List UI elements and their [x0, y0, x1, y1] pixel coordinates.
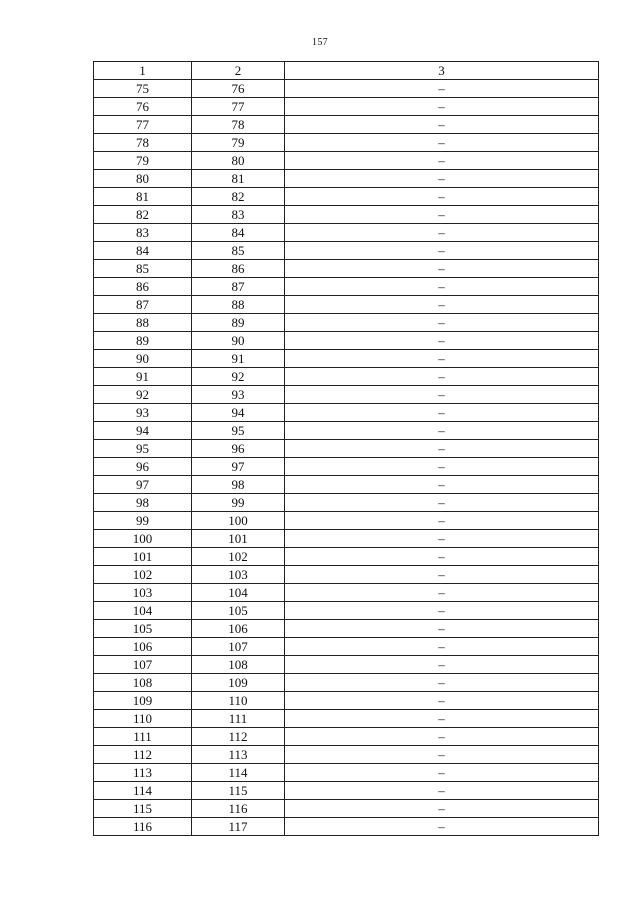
- column-header-2: 2: [192, 62, 285, 80]
- table-header: [94, 62, 599, 80]
- cell-col-2: 91: [192, 350, 285, 368]
- cell-col-3: –: [285, 332, 599, 350]
- cell-col-3: –: [285, 260, 599, 278]
- cell-col-3: –: [285, 602, 599, 620]
- cell-col-3: –: [285, 170, 599, 188]
- header-row: [94, 62, 599, 80]
- table-row: [94, 494, 599, 512]
- cell-col-3: –: [285, 710, 599, 728]
- table-row: [94, 350, 599, 368]
- cell-col-3: –: [285, 296, 599, 314]
- cell-col-1: 106: [94, 638, 192, 656]
- cell-col-2: 100: [192, 512, 285, 530]
- table-row: [94, 98, 599, 116]
- cell-col-2: 89: [192, 314, 285, 332]
- table-row: [94, 656, 599, 674]
- cell-col-1: 97: [94, 476, 192, 494]
- cell-col-1: 116: [94, 818, 192, 836]
- table-row: [94, 368, 599, 386]
- data-table: [93, 61, 599, 836]
- cell-col-2: 76: [192, 80, 285, 98]
- cell-col-3: –: [285, 800, 599, 818]
- table-row: [94, 296, 599, 314]
- cell-col-1: 89: [94, 332, 192, 350]
- cell-col-3: –: [285, 818, 599, 836]
- cell-col-1: 93: [94, 404, 192, 422]
- cell-col-3: –: [285, 782, 599, 800]
- table-row: [94, 404, 599, 422]
- cell-col-1: 81: [94, 188, 192, 206]
- cell-col-2: 117: [192, 818, 285, 836]
- page-number: 157: [312, 37, 328, 48]
- cell-col-1: 107: [94, 656, 192, 674]
- table-row: [94, 134, 599, 152]
- table-row: [94, 746, 599, 764]
- cell-col-3: –: [285, 458, 599, 476]
- cell-col-3: –: [285, 728, 599, 746]
- table-row: [94, 332, 599, 350]
- cell-col-1: 80: [94, 170, 192, 188]
- table-row: [94, 206, 599, 224]
- cell-col-3: –: [285, 116, 599, 134]
- cell-col-1: 95: [94, 440, 192, 458]
- cell-col-3: –: [285, 656, 599, 674]
- cell-col-3: –: [285, 476, 599, 494]
- table-row: [94, 512, 599, 530]
- cell-col-1: 83: [94, 224, 192, 242]
- table-row: [94, 530, 599, 548]
- cell-col-2: 92: [192, 368, 285, 386]
- cell-col-1: 86: [94, 278, 192, 296]
- cell-col-3: –: [285, 278, 599, 296]
- table-row: [94, 800, 599, 818]
- cell-col-3: –: [285, 674, 599, 692]
- cell-col-2: 97: [192, 458, 285, 476]
- table-row: [94, 620, 599, 638]
- cell-col-2: 90: [192, 332, 285, 350]
- cell-col-1: 84: [94, 242, 192, 260]
- cell-col-3: –: [285, 350, 599, 368]
- cell-col-2: 108: [192, 656, 285, 674]
- cell-col-1: 100: [94, 530, 192, 548]
- cell-col-1: 102: [94, 566, 192, 584]
- table-row: [94, 584, 599, 602]
- cell-col-3: –: [285, 512, 599, 530]
- table-row: [94, 476, 599, 494]
- cell-col-2: 80: [192, 152, 285, 170]
- table-row: [94, 386, 599, 404]
- cell-col-3: –: [285, 404, 599, 422]
- cell-col-2: 95: [192, 422, 285, 440]
- cell-col-2: 82: [192, 188, 285, 206]
- table-row: [94, 80, 599, 98]
- cell-col-2: 98: [192, 476, 285, 494]
- cell-col-3: –: [285, 206, 599, 224]
- cell-col-3: –: [285, 314, 599, 332]
- cell-col-3: –: [285, 386, 599, 404]
- table-row: [94, 566, 599, 584]
- cell-col-1: 82: [94, 206, 192, 224]
- cell-col-3: –: [285, 494, 599, 512]
- cell-col-3: –: [285, 440, 599, 458]
- cell-col-2: 93: [192, 386, 285, 404]
- table-row: [94, 224, 599, 242]
- cell-col-1: 99: [94, 512, 192, 530]
- table-row: [94, 440, 599, 458]
- cell-col-1: 92: [94, 386, 192, 404]
- table-row: [94, 260, 599, 278]
- cell-col-3: –: [285, 584, 599, 602]
- cell-col-1: 90: [94, 350, 192, 368]
- cell-col-2: 88: [192, 296, 285, 314]
- cell-col-1: 96: [94, 458, 192, 476]
- cell-col-2: 112: [192, 728, 285, 746]
- table-row: [94, 188, 599, 206]
- table-row: [94, 152, 599, 170]
- cell-col-3: –: [285, 530, 599, 548]
- cell-col-3: –: [285, 152, 599, 170]
- cell-col-2: 113: [192, 746, 285, 764]
- cell-col-3: –: [285, 80, 599, 98]
- cell-col-1: 104: [94, 602, 192, 620]
- cell-col-2: 115: [192, 782, 285, 800]
- table-row: [94, 710, 599, 728]
- cell-col-1: 111: [94, 728, 192, 746]
- cell-col-1: 98: [94, 494, 192, 512]
- cell-col-1: 94: [94, 422, 192, 440]
- table-row: [94, 116, 599, 134]
- cell-col-2: 107: [192, 638, 285, 656]
- cell-col-3: –: [285, 638, 599, 656]
- cell-col-2: 83: [192, 206, 285, 224]
- cell-col-2: 116: [192, 800, 285, 818]
- cell-col-1: 77: [94, 116, 192, 134]
- table-row: [94, 728, 599, 746]
- table-row: [94, 782, 599, 800]
- cell-col-2: 99: [192, 494, 285, 512]
- table-row: [94, 818, 599, 836]
- cell-col-2: 114: [192, 764, 285, 782]
- cell-col-2: 103: [192, 566, 285, 584]
- table-row: [94, 314, 599, 332]
- table-body: [94, 80, 599, 836]
- cell-col-2: 78: [192, 116, 285, 134]
- cell-col-3: –: [285, 242, 599, 260]
- cell-col-1: 91: [94, 368, 192, 386]
- cell-col-1: 103: [94, 584, 192, 602]
- cell-col-3: –: [285, 188, 599, 206]
- table-row: [94, 692, 599, 710]
- cell-col-3: –: [285, 422, 599, 440]
- cell-col-2: 81: [192, 170, 285, 188]
- cell-col-2: 110: [192, 692, 285, 710]
- cell-col-3: –: [285, 566, 599, 584]
- cell-col-2: 101: [192, 530, 285, 548]
- cell-col-1: 105: [94, 620, 192, 638]
- cell-col-2: 105: [192, 602, 285, 620]
- cell-col-2: 96: [192, 440, 285, 458]
- cell-col-1: 112: [94, 746, 192, 764]
- column-header-3: 3: [285, 62, 599, 80]
- table-row: [94, 458, 599, 476]
- cell-col-2: 104: [192, 584, 285, 602]
- cell-col-1: 115: [94, 800, 192, 818]
- cell-col-3: –: [285, 134, 599, 152]
- cell-col-3: –: [285, 98, 599, 116]
- cell-col-3: –: [285, 764, 599, 782]
- cell-col-2: 102: [192, 548, 285, 566]
- table-row: [94, 602, 599, 620]
- cell-col-2: 111: [192, 710, 285, 728]
- cell-col-1: 75: [94, 80, 192, 98]
- cell-col-2: 84: [192, 224, 285, 242]
- cell-col-1: 113: [94, 764, 192, 782]
- cell-col-1: 101: [94, 548, 192, 566]
- table-row: [94, 548, 599, 566]
- table-row: [94, 764, 599, 782]
- table-row: [94, 422, 599, 440]
- cell-col-1: 79: [94, 152, 192, 170]
- cell-col-1: 109: [94, 692, 192, 710]
- cell-col-3: –: [285, 620, 599, 638]
- cell-col-2: 106: [192, 620, 285, 638]
- table-row: [94, 170, 599, 188]
- cell-col-2: 109: [192, 674, 285, 692]
- cell-col-1: 87: [94, 296, 192, 314]
- cell-col-1: 110: [94, 710, 192, 728]
- cell-col-2: 77: [192, 98, 285, 116]
- cell-col-1: 114: [94, 782, 192, 800]
- table-row: [94, 278, 599, 296]
- table-row: [94, 638, 599, 656]
- cell-col-3: –: [285, 368, 599, 386]
- cell-col-2: 94: [192, 404, 285, 422]
- cell-col-1: 88: [94, 314, 192, 332]
- cell-col-3: –: [285, 746, 599, 764]
- cell-col-3: –: [285, 692, 599, 710]
- column-header-1: 1: [94, 62, 192, 80]
- table-row: [94, 674, 599, 692]
- cell-col-1: 78: [94, 134, 192, 152]
- cell-col-2: 87: [192, 278, 285, 296]
- cell-col-2: 86: [192, 260, 285, 278]
- cell-col-1: 76: [94, 98, 192, 116]
- cell-col-2: 85: [192, 242, 285, 260]
- table-row: [94, 242, 599, 260]
- cell-col-1: 108: [94, 674, 192, 692]
- cell-col-3: –: [285, 548, 599, 566]
- cell-col-2: 79: [192, 134, 285, 152]
- cell-col-1: 85: [94, 260, 192, 278]
- cell-col-3: –: [285, 224, 599, 242]
